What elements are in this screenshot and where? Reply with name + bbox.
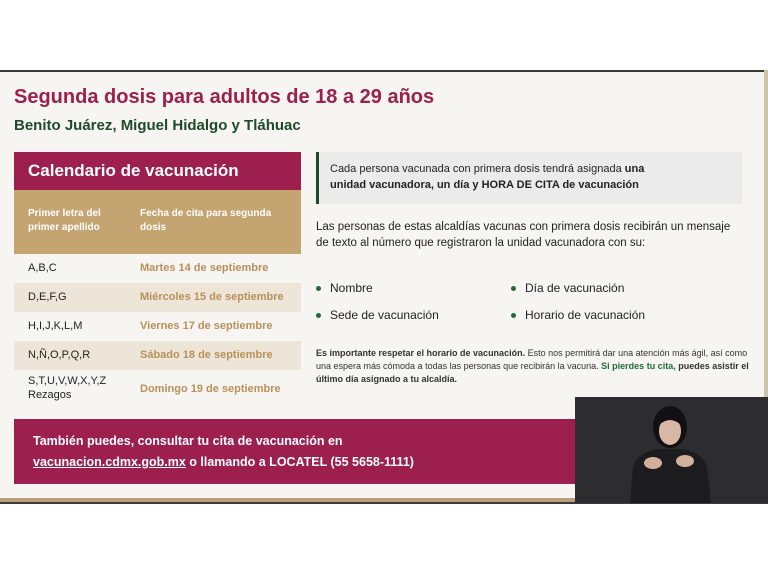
row-letters-line1: S,T,U,V,W,X,Y,Z <box>28 375 107 387</box>
calendar-row <box>14 312 301 341</box>
row-date: Domingo 19 de septiembre <box>140 383 281 395</box>
note-bold: Es importante respetar el horario de vacunación. <box>316 348 526 358</box>
calendar-row <box>14 370 301 412</box>
info-text: Cada persona vacunada con primera dosis tendrá asignada <box>330 163 625 175</box>
row-date: Martes 14 de septiembre <box>140 262 269 274</box>
frame-top-border <box>0 70 768 72</box>
vacunacion-link[interactable]: vacunacion.cdmx.gob.mx <box>33 455 186 469</box>
calendar-row <box>14 283 301 312</box>
field-bullet <box>316 281 373 295</box>
field-label: Sede de vacunación <box>330 308 439 322</box>
calendar-row <box>14 254 301 283</box>
schedule-note <box>316 347 756 386</box>
row-letters: H,I,J,K,L,M <box>28 320 83 332</box>
row-date: Sábado 18 de septiembre <box>140 349 273 361</box>
info-text-bold: una <box>624 163 645 175</box>
row-letters-line2: Rezagos <box>28 389 72 401</box>
calendar-column-headers <box>14 190 301 254</box>
field-bullet <box>511 281 624 295</box>
column-header-letters: Primer letra del primer apellido <box>28 208 101 233</box>
row-letters: D,E,F,G <box>28 291 67 303</box>
banner-line2 <box>33 455 414 469</box>
field-label: Nombre <box>330 281 373 295</box>
note-plain: Esto nos permitirá dar una atención más ágil, así como una espera más cómoda a todas las personas que recibirán la vacuna. <box>316 348 748 371</box>
bullet-dot-icon <box>511 313 516 318</box>
row-letters: N,Ñ,O,P,Q,R <box>28 349 91 361</box>
field-label: Horario de vacunación <box>525 308 646 322</box>
field-bullet <box>511 308 645 322</box>
sms-paragraph: Las personas de estas alcaldías vacunas con primera dosis recibirán un mensaje de texto al número que registraron la unidad vacunadora con su: <box>316 221 731 249</box>
slide-subtitle: Benito Juárez, Miguel Hidalgo y Tláhuac <box>14 117 301 134</box>
slide-title: Segunda dosis para adultos de 18 a 29 años <box>14 86 435 108</box>
info-text-bold-line2: unidad vacunadora, un día y HORA DE CITA de vacunación <box>330 179 639 191</box>
row-letters <box>28 374 106 402</box>
sign-language-interpreter <box>575 397 768 503</box>
column-header-date: Fecha de cita para segunda dosis <box>140 208 272 233</box>
banner-line2-rest: o llamando a LOCATEL (55 5658-1111) <box>185 455 414 469</box>
calendar-header: Calendario de vacunación <box>14 152 301 190</box>
appointment-info-box <box>316 152 742 204</box>
field-label: Día de vacunación <box>525 281 625 295</box>
row-date: Viernes 17 de septiembre <box>140 320 273 332</box>
field-bullet <box>316 308 439 322</box>
locatel-banner <box>14 419 576 484</box>
note-green: Si pierdes tu cita, <box>601 361 676 371</box>
bullet-dot-icon <box>316 313 321 318</box>
row-letters: A,B,C <box>28 262 57 274</box>
interpreter-figure <box>575 397 768 503</box>
banner-line1: También puedes, consultar tu cita de vacunación en <box>33 434 343 448</box>
note-tail: puedes asistir el último día asignado a tu alcaldía. <box>316 361 749 384</box>
row-date: Miércoles 15 de septiembre <box>140 291 284 303</box>
bullet-dot-icon <box>316 286 321 291</box>
calendar-row <box>14 341 301 370</box>
bullet-dot-icon <box>511 286 516 291</box>
